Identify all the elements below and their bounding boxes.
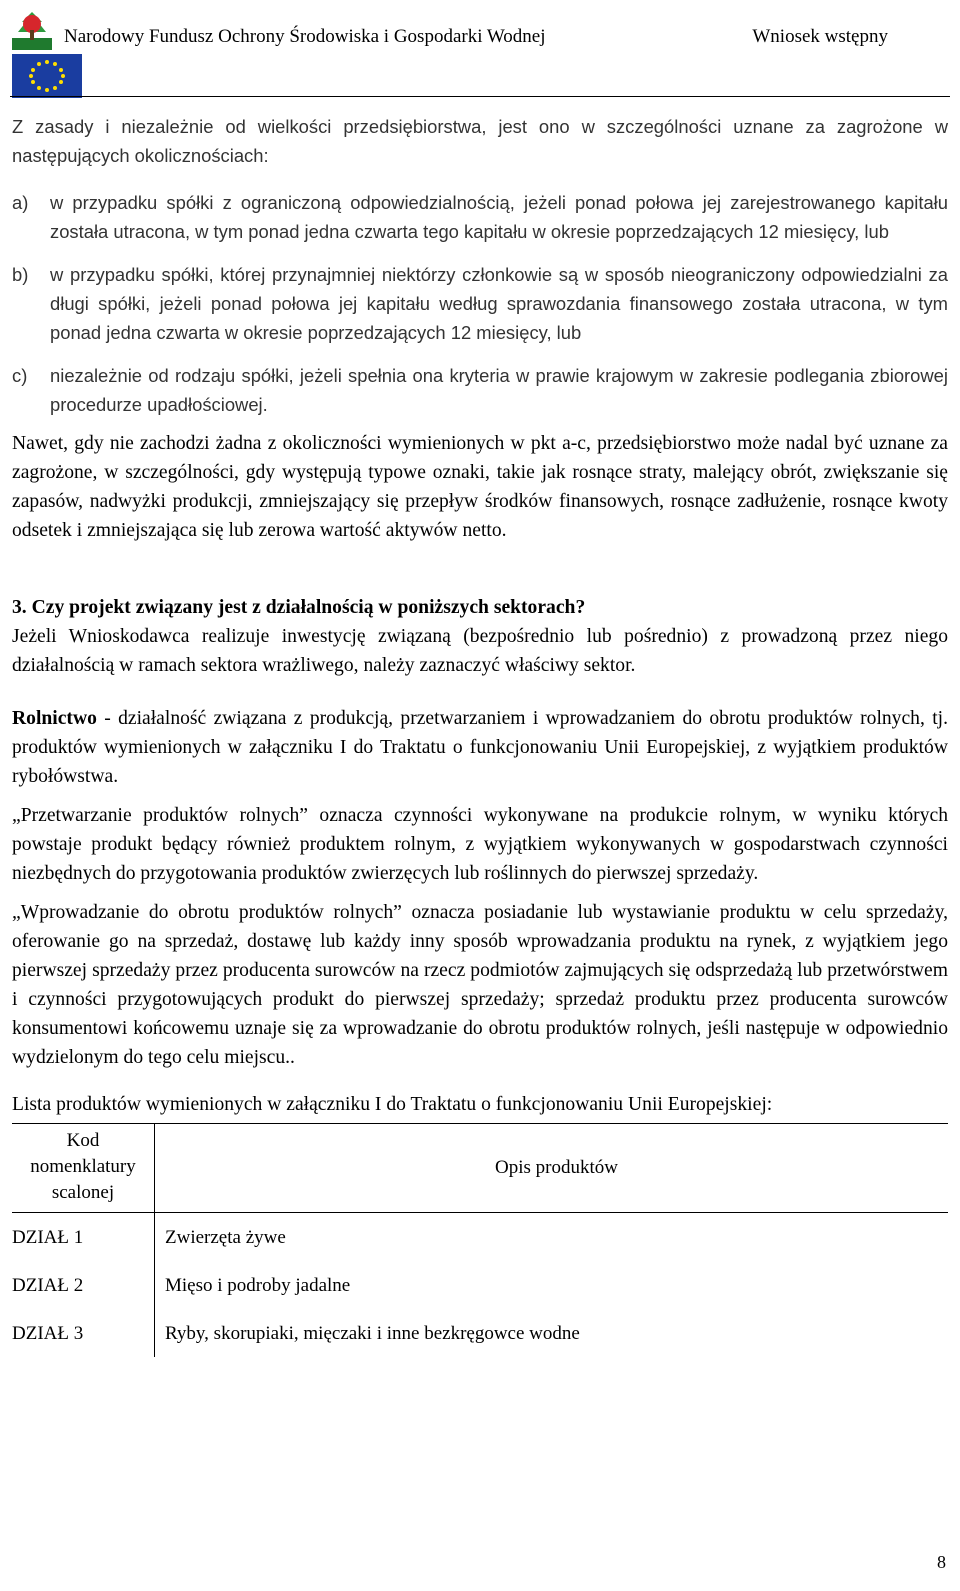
intro-paragraph: Z zasady i niezależnie od wielkości przedsiębiorstwa, jest ono w szczególności uznane za zagrożone w następujących okolicznościach: [12,116,948,166]
condition-label: b) [12,264,29,285]
cell-code: DZIAŁ 1 [12,1213,155,1262]
note-paragraph: Nawet, gdy nie zachodzi żadna z okoliczności wymienionych w pkt a-c, przedsiębiorstwo może nadal być uznane za zagrożone, w szczególności, gdy występują typowe oznaki, takie jak rosnące straty, malejący obrót, zwiększanie się zapasów, nadwyżki produkcji, zmniejszający się przepływ środków finansowych, rosnące zadłużenie, rosnące kwoty odsetek i zmniejszająca się lub zerowa wartość aktywów netto. [12,433,948,541]
condition-label: a) [12,192,29,213]
cell-description: Zwierzęta żywe [165,1227,286,1248]
header-description: Opis produktów [155,1124,949,1213]
condition-item [12,361,948,419]
header-divider [10,96,950,97]
organization-name: Narodowy Fundusz Ochrony Środowiska i Gospodarki Wodnej [64,26,546,47]
condition-item [12,188,948,246]
header-code: Kod nomenklatury scalonej [12,1124,155,1213]
product-list-intro: Lista produktów wymienionych w załączniku I do Traktatu o funkcjonowaniu Unii Europejskiej: [12,1094,773,1115]
section-heading: 3. Czy projekt związany jest z działalnością w poniższych sektorach? [12,597,586,618]
products-table [12,1123,948,1357]
page-number: 8 [937,1552,946,1572]
cell-code: DZIAŁ 3 [12,1309,155,1357]
table-row [12,1261,948,1309]
condition-text: w przypadku spółki z ograniczoną odpowiedzialnością, jeżeli ponad połowa jej zarejestrowanego kapitału została utracona, w tym ponad jedna czwarta tego kapitału w okresie poprzedzających 12 miesięcy, lub [50,192,948,242]
condition-item [12,260,948,347]
agriculture-def-text: - działalność związana z produkcją, przetwarzaniem i wprowadzaniem do obrotu produktów rolnych, tj. produktów wymienionych w załączniku I do Traktatu o funkcjonowaniu Unii Europejskiej, z wyjątkiem produktów rybołówstwa. [12,708,948,787]
condition-text: niezależnie od rodzaju spółki, jeżeli spełnia ona kryteria w prawie krajowym w zakresie podlegania zbiorowej procedurze upadłościowej. [50,365,948,415]
condition-text: w przypadku spółki, której przynajmniej niektórzy członkowie są w sposób nieograniczony odpowiedzialni za długi spółki, jeżeli ponad połowa jej kapitału według sprawozdania finansowego została utracona, w tym ponad jedna czwarta w okresie poprzedzających 12 miesięcy, lub [50,264,948,343]
eu-flag-icon [12,54,82,98]
marketing-definition: „Wprowadzanie do obrotu produktów rolnych” oznacza posiadanie lub wystawianie produktu w celu sprzedaży, oferowanie go na sprzedaż, dostawę lub każdy inny sposób wprowadzania produktu na rynek, z wyjątkiem jego pierwszej sprzedaży przez producenta surowców na rzecz podmiotów zajmujących się odsprzedażą lub przetwórstwem i czynności przygotowujących produkt do pierwszej sprzedaży; sprzedaż produktu przez producenta surowców konsumentowi końcowemu uznaje się za wprowadzanie do obrotu produktów rolnych, jeśli następuje w odpowiednio wydzielonym do tego celu miejscu.. [12,902,948,1068]
agriculture-term: Rolnictwo [12,708,97,729]
document-body [12,112,948,1357]
table-header-row [12,1124,948,1213]
table-row [12,1213,948,1262]
section-intro: Jeżeli Wnioskodawca realizuje inwestycję związaną (bezpośrednio lub pośrednio) z prowadzoną przez niego działalnością w ramach sektora wrażliwego, należy zaznaczyć właściwy sektor. [12,626,948,676]
condition-label: c) [12,365,28,386]
agriculture-definition [12,704,948,791]
page-header [10,8,950,92]
processing-definition: „Przetwarzanie produktów rolnych” oznacza czynności wykonywane na produkcie rolnym, w wyniku których powstaje produkt będący również produktem rolnym, z wyjątkiem wykonywanych w gospodarstwach czynności niezbędnych do przygotowania produktów zwierzęcych lub roślinnych do pierwszej sprzedaży. [12,805,948,884]
document-type: Wniosek wstępny [752,26,888,47]
table-row [12,1309,948,1357]
cell-code: DZIAŁ 2 [12,1261,155,1309]
cell-description: Ryby, skorupiaki, mięczaki i inne bezkręgowce wodne [165,1323,580,1344]
cell-description: Mięso i podroby jadalne [165,1275,351,1296]
